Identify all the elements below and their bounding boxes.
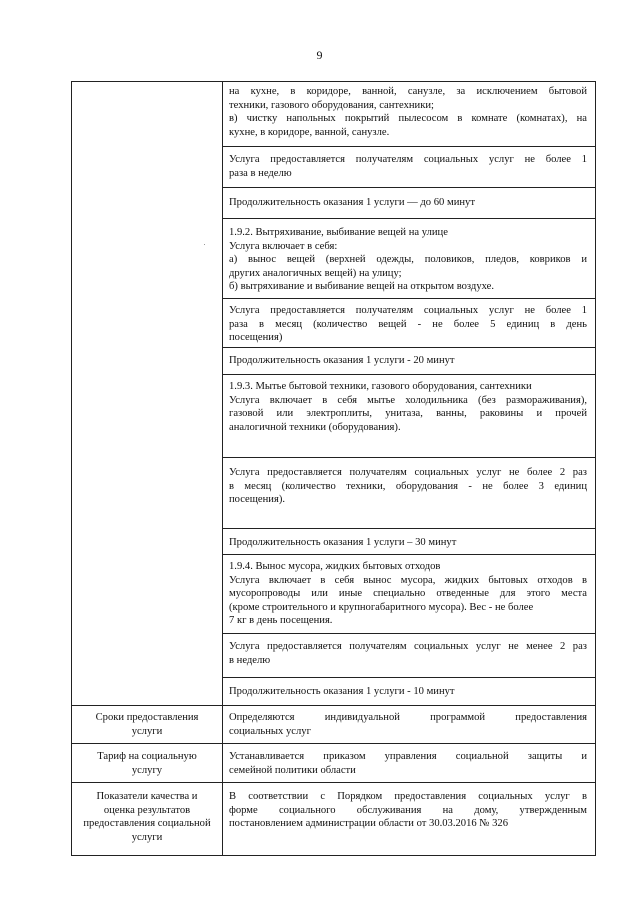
text-line: 1.9.4. Вынос мусора, жидких бытовых отходов xyxy=(229,561,441,572)
text-line: предоставления социальной xyxy=(83,818,211,830)
row-separator xyxy=(222,554,596,555)
value-service-tariff xyxy=(229,750,587,777)
row-separator xyxy=(222,374,596,375)
text-line: Определяются индивидуальной программой предоставления xyxy=(229,712,587,723)
text-line: посещения) xyxy=(229,332,283,344)
table-border-bottom xyxy=(71,855,596,856)
text-line: на кухне, в коридоре, ванной, санузле, за исключением бытовой xyxy=(229,86,587,97)
service-row-garbage-removal xyxy=(229,560,587,628)
row-separator xyxy=(222,457,596,458)
text-line: Услуга включает в себя мытье холодильника (без размораживания), xyxy=(229,394,587,406)
text-line: Тариф на социальную xyxy=(97,751,197,762)
text-line: услуги xyxy=(131,831,163,843)
text-line: Продолжительность оказания 1 услуги - 20 минут xyxy=(229,355,455,366)
text-line: Продолжительность оказания 1 услуги – 30 минут xyxy=(229,537,457,548)
row-separator xyxy=(222,187,596,188)
text-line: Показатели качества и xyxy=(96,791,198,802)
service-row-duration xyxy=(229,685,587,699)
text-line: техники, газового оборудования, сантехники; xyxy=(229,99,434,111)
text-line: Услуга предоставляется получателям социальных услуг не более 1 xyxy=(229,154,587,165)
text-line: раза в месяц (количество вещей - не более 5 единиц в день xyxy=(229,318,587,330)
text-line: услуги xyxy=(131,725,163,737)
row-separator-full xyxy=(71,743,596,744)
text-line: а) вынос вещей (верхней одежды, половиков, пледов, ковриков и xyxy=(229,254,587,266)
service-row-beating-things xyxy=(229,226,587,294)
text-line: других аналогичных вещей) на улицу; xyxy=(229,267,402,279)
service-row-frequency xyxy=(229,153,587,180)
text-line: социальных услуг xyxy=(229,725,311,737)
text-line: оценка результатов xyxy=(103,804,191,816)
text-line: Услуга предоставляется получателям социальных услуг не более 2 раз xyxy=(229,467,587,478)
value-quality-indicators xyxy=(229,790,587,831)
text-line: кухне, в коридоре, ванной, санузле. xyxy=(229,126,390,138)
label-service-tariff xyxy=(72,750,222,777)
text-line: Услуга включает в себя: xyxy=(229,240,338,252)
value-service-terms xyxy=(229,711,587,738)
text-line: мусоропроводы или иные специально отведенные для этого места xyxy=(229,588,587,600)
text-line: Услуга включает в себя вынос мусора, жидких бытовых отходов в xyxy=(229,574,587,586)
text-line: газовой или электроплиты, унитаза, ванны, раковины и прочей xyxy=(229,408,587,420)
service-row-duration xyxy=(229,354,587,368)
label-service-terms xyxy=(72,711,222,738)
service-row-duration xyxy=(229,196,587,210)
text-line: 1.9.2. Вытряхивание, выбивание вещей на улице xyxy=(229,227,448,238)
text-line: раза в неделю xyxy=(229,167,292,179)
text-line: Продолжительность оказания 1 услуги — до 60 минут xyxy=(229,197,475,208)
text-line: Услуга предоставляется получателям социальных услуг не более 1 xyxy=(229,305,587,316)
service-row-duration xyxy=(229,536,587,550)
text-line: б) вытряхивание и выбивание вещей на открытом воздухе. xyxy=(229,281,494,293)
table-border-top xyxy=(71,81,596,82)
text-line: Услуга предоставляется получателям социальных услуг не менее 2 раз xyxy=(229,641,587,652)
service-row-frequency xyxy=(229,640,587,667)
service-row-frequency xyxy=(229,304,587,345)
row-separator xyxy=(222,677,596,678)
row-separator xyxy=(222,218,596,219)
page-number: 9 xyxy=(316,48,323,62)
text-line: аналогичной техники (оборудования). xyxy=(229,421,401,433)
row-separator xyxy=(222,298,596,299)
text-line: В соответствии с Порядком предоставления социальных услуг в xyxy=(229,791,587,802)
text-line: в неделю xyxy=(229,654,271,666)
row-separator xyxy=(222,528,596,529)
row-separator xyxy=(222,146,596,147)
service-row-cleaning-continued xyxy=(229,85,587,139)
table-border-right xyxy=(595,81,596,856)
text-line: 7 кг в день посещения. xyxy=(229,615,333,627)
text-line: в) чистку напольных покрытий пылесосом в комнате (комнатах), на xyxy=(229,113,587,125)
label-quality-indicators xyxy=(72,790,222,844)
text-line: посещения). xyxy=(229,494,286,506)
scan-speck xyxy=(204,244,205,245)
text-line: Устанавливается приказом управления социальной защиты и xyxy=(229,751,587,762)
row-separator-full xyxy=(71,705,596,706)
text-line: (кроме строительного и крупногабаритного мусора). Вес - не более xyxy=(229,601,534,613)
service-row-frequency xyxy=(229,466,587,507)
text-line: Продолжительность оказания 1 услуги - 10 минут xyxy=(229,686,455,697)
text-line: форме социального обслуживания на дому, утвержденным xyxy=(229,804,587,816)
table-column-divider xyxy=(222,81,223,856)
row-separator xyxy=(222,347,596,348)
text-line: в месяц (количество техники, оборудования - не более 3 единиц xyxy=(229,480,587,492)
text-line: постановлением администрации области от 30.03.2016 № 326 xyxy=(229,818,508,830)
service-row-appliance-washing xyxy=(229,380,587,434)
row-separator-full xyxy=(71,782,596,783)
text-line: 1.9.3. Мытье бытовой техники, газового оборудования, сантехники xyxy=(229,381,532,392)
text-line: семейной политики области xyxy=(229,764,356,776)
text-line: Сроки предоставления xyxy=(95,712,199,723)
row-separator xyxy=(222,633,596,634)
table-border-left xyxy=(71,81,72,856)
text-line: услугу xyxy=(131,764,163,776)
